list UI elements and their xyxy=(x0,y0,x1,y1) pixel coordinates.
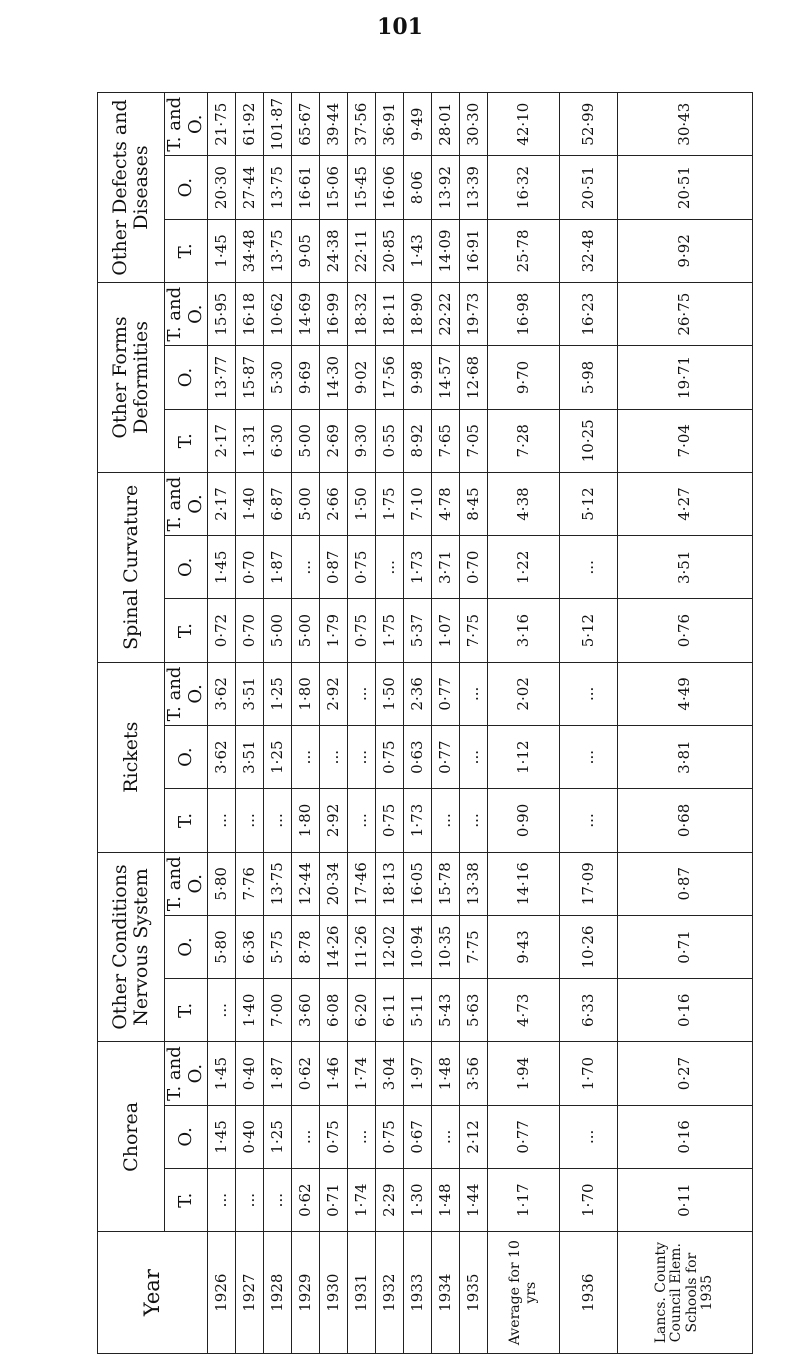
year-header: Year xyxy=(98,1232,208,1354)
group-header: Other Conditions Nervous System xyxy=(98,852,165,1042)
table-cell: 5·00 xyxy=(292,409,320,472)
row-label: Lancs. County Council Elem. Schools for 1935 xyxy=(617,1232,752,1354)
table-cell: 0·76 xyxy=(617,599,752,662)
table-cell: 0·77 xyxy=(432,662,460,725)
table-cell: 19·71 xyxy=(617,346,752,409)
sub-header: T. xyxy=(165,789,208,852)
table-cell: 1·45 xyxy=(208,1042,236,1105)
sub-header: O. xyxy=(165,1105,208,1168)
table-cell: 5·00 xyxy=(292,599,320,662)
table-cell: 1·12 xyxy=(488,726,560,789)
table-cell: 1·75 xyxy=(376,599,404,662)
table-cell: 1·46 xyxy=(320,1042,348,1105)
table-cell: 0·11 xyxy=(617,1169,752,1232)
sub-header-row xyxy=(165,93,208,1354)
table-cell: 28·01 xyxy=(432,93,460,156)
table-cell: 2·17 xyxy=(208,472,236,535)
table-cell: 16·99 xyxy=(320,283,348,346)
table-cell: 18·32 xyxy=(348,283,376,346)
table-cell: 2·02 xyxy=(488,662,560,725)
table-cell: 8·06 xyxy=(404,156,432,219)
table-row xyxy=(432,93,460,1354)
row-label: 1927 xyxy=(236,1232,264,1354)
table-cell: 6·11 xyxy=(376,979,404,1042)
table-cell: ... xyxy=(208,979,236,1042)
table-cell: 10·62 xyxy=(264,283,292,346)
table-cell: 0·40 xyxy=(236,1105,264,1168)
table-cell: ... xyxy=(292,1105,320,1168)
table-cell: 1·45 xyxy=(208,536,236,599)
table-cell: 20·30 xyxy=(208,156,236,219)
table-cell: 13·38 xyxy=(460,852,488,915)
table-cell: 61·92 xyxy=(236,93,264,156)
table-cell: 19·73 xyxy=(460,283,488,346)
row-label: 1933 xyxy=(404,1232,432,1354)
table-cell: ... xyxy=(432,789,460,852)
table-row xyxy=(208,93,236,1354)
table-cell: 12·02 xyxy=(376,915,404,978)
table-cell: 0·75 xyxy=(376,789,404,852)
table-cell: 65·67 xyxy=(292,93,320,156)
table-cell: 0·90 xyxy=(488,789,560,852)
table-cell: 42·10 xyxy=(488,93,560,156)
table-cell: 14·69 xyxy=(292,283,320,346)
table-cell: 1·44 xyxy=(460,1169,488,1232)
group-header: Chorea xyxy=(98,1042,165,1232)
row-label: 1929 xyxy=(292,1232,320,1354)
table-cell: 9·92 xyxy=(617,219,752,282)
table-cell: 2·92 xyxy=(320,789,348,852)
table-cell: 1·94 xyxy=(488,1042,560,1105)
table-cell: ... xyxy=(208,789,236,852)
table-cell: 1·48 xyxy=(432,1042,460,1105)
table-cell: 16·98 xyxy=(488,283,560,346)
table-cell: 0·75 xyxy=(376,1105,404,1168)
table-cell: 30·43 xyxy=(617,93,752,156)
table-cell: ... xyxy=(348,789,376,852)
sub-header: T. and O. xyxy=(165,472,208,535)
table-cell: 16·61 xyxy=(292,156,320,219)
table-cell: 12·44 xyxy=(292,852,320,915)
table-row xyxy=(292,93,320,1354)
table-cell: 0·71 xyxy=(617,915,752,978)
table-cell: ... xyxy=(208,1169,236,1232)
table-row xyxy=(488,93,560,1354)
table-cell: 15·78 xyxy=(432,852,460,915)
table-cell: ... xyxy=(560,662,617,725)
table-cell: 0·67 xyxy=(404,1105,432,1168)
table-cell: 3·16 xyxy=(488,599,560,662)
table-cell: 2·36 xyxy=(404,662,432,725)
table-cell: 10·35 xyxy=(432,915,460,978)
table-cell: 5·11 xyxy=(404,979,432,1042)
table-cell: 0·72 xyxy=(208,599,236,662)
table-cell: 6·87 xyxy=(264,472,292,535)
row-label: 1934 xyxy=(432,1232,460,1354)
table-cell: 3·60 xyxy=(292,979,320,1042)
table-cell: 0·70 xyxy=(236,536,264,599)
table-cell: 5·30 xyxy=(264,346,292,409)
table-cell: 101·87 xyxy=(264,93,292,156)
sub-header: O. xyxy=(165,726,208,789)
table-cell: ... xyxy=(264,789,292,852)
table-cell: 1·22 xyxy=(488,536,560,599)
table-cell: 17·09 xyxy=(560,852,617,915)
table-cell: 5·12 xyxy=(560,599,617,662)
table-cell: 7·75 xyxy=(460,915,488,978)
table-cell: 1·75 xyxy=(376,472,404,535)
table-cell: 3·81 xyxy=(617,726,752,789)
table-cell: 16·05 xyxy=(404,852,432,915)
table-cell: 0·62 xyxy=(292,1169,320,1232)
table-cell: 7·04 xyxy=(617,409,752,472)
table-cell: 2·92 xyxy=(320,662,348,725)
sub-header: T. xyxy=(165,979,208,1042)
table-cell: 5·75 xyxy=(264,915,292,978)
table-cell: 14·26 xyxy=(320,915,348,978)
table-cell: 3·62 xyxy=(208,726,236,789)
table-row xyxy=(404,93,432,1354)
table-cell: 15·45 xyxy=(348,156,376,219)
table-cell: 1·70 xyxy=(560,1042,617,1105)
sub-header: O. xyxy=(165,156,208,219)
sub-header: O. xyxy=(165,346,208,409)
table-cell: 4·73 xyxy=(488,979,560,1042)
table-cell: 15·06 xyxy=(320,156,348,219)
sub-header: T. and O. xyxy=(165,93,208,156)
table-cell: 10·94 xyxy=(404,915,432,978)
table-cell: 30·30 xyxy=(460,93,488,156)
table-cell: 16·91 xyxy=(460,219,488,282)
sub-header: O. xyxy=(165,915,208,978)
table-cell: 1·48 xyxy=(432,1169,460,1232)
table-cell: 18·90 xyxy=(404,283,432,346)
table-cell: 0·70 xyxy=(236,599,264,662)
table-cell: 3·51 xyxy=(617,536,752,599)
table-cell: ... xyxy=(560,789,617,852)
table-cell: 1·74 xyxy=(348,1169,376,1232)
table-cell: 37·56 xyxy=(348,93,376,156)
table-cell: ... xyxy=(348,1105,376,1168)
table-cell: 1·80 xyxy=(292,789,320,852)
table-cell: 6·33 xyxy=(560,979,617,1042)
group-header: Other Forms Deformities xyxy=(98,283,165,473)
table-cell: 7·76 xyxy=(236,852,264,915)
table-cell: 34·48 xyxy=(236,219,264,282)
table-cell: 25·78 xyxy=(488,219,560,282)
table-cell: 1·45 xyxy=(208,1105,236,1168)
table-cell: 14·30 xyxy=(320,346,348,409)
table-cell: 0·16 xyxy=(617,979,752,1042)
table-cell: 1·30 xyxy=(404,1169,432,1232)
table-cell: 0·16 xyxy=(617,1105,752,1168)
table-cell: 10·26 xyxy=(560,915,617,978)
table-cell: 9·70 xyxy=(488,346,560,409)
table-cell: 9·69 xyxy=(292,346,320,409)
table-cell: 16·18 xyxy=(236,283,264,346)
defects-statistics-table xyxy=(97,92,753,1354)
table-cell: 9·43 xyxy=(488,915,560,978)
table-row xyxy=(376,93,404,1354)
row-label: 1932 xyxy=(376,1232,404,1354)
table-cell: 2·69 xyxy=(320,409,348,472)
sub-header: T. xyxy=(165,599,208,662)
table-cell: ... xyxy=(460,662,488,725)
table-cell: 13·75 xyxy=(264,852,292,915)
table-cell: 7·28 xyxy=(488,409,560,472)
table-cell: 14·57 xyxy=(432,346,460,409)
table-cell: 16·23 xyxy=(560,283,617,346)
table-cell: 1·73 xyxy=(404,789,432,852)
table-cell: 18·11 xyxy=(376,283,404,346)
table-cell: 6·20 xyxy=(348,979,376,1042)
group-header: Spinal Curvature xyxy=(98,472,165,662)
table-cell: 1·25 xyxy=(264,662,292,725)
table-cell: 1·40 xyxy=(236,979,264,1042)
table-cell: ... xyxy=(560,536,617,599)
table-cell: 0·70 xyxy=(460,536,488,599)
table-row xyxy=(560,93,617,1354)
table-cell: 16·06 xyxy=(376,156,404,219)
table-cell: ... xyxy=(348,726,376,789)
table-cell: ... xyxy=(460,726,488,789)
table-cell: 21·75 xyxy=(208,93,236,156)
table-cell: 7·10 xyxy=(404,472,432,535)
table-cell: 9·98 xyxy=(404,346,432,409)
table-cell: 52·99 xyxy=(560,93,617,156)
table-cell: 0·40 xyxy=(236,1042,264,1105)
table-cell: 7·75 xyxy=(460,599,488,662)
row-label: Average for 10 yrs xyxy=(488,1232,560,1354)
table-cell: 26·75 xyxy=(617,283,752,346)
row-label: 1936 xyxy=(560,1232,617,1354)
table-cell: 7·05 xyxy=(460,409,488,472)
group-header-row xyxy=(98,93,165,1354)
table-cell: ... xyxy=(432,1105,460,1168)
table-cell: 8·45 xyxy=(460,472,488,535)
table-cell: 7·65 xyxy=(432,409,460,472)
table-cell: 1·50 xyxy=(376,662,404,725)
table-cell: 20·51 xyxy=(560,156,617,219)
table-cell: 0·75 xyxy=(348,599,376,662)
table-cell: 1·43 xyxy=(404,219,432,282)
table-cell: 39·44 xyxy=(320,93,348,156)
table-cell: 5·80 xyxy=(208,915,236,978)
table-cell: 0·71 xyxy=(320,1169,348,1232)
table-cell: 0·62 xyxy=(292,1042,320,1105)
table-row xyxy=(460,93,488,1354)
table-cell: 0·77 xyxy=(432,726,460,789)
table-cell: ... xyxy=(264,1169,292,1232)
sub-header: T. xyxy=(165,219,208,282)
table-cell: 4·38 xyxy=(488,472,560,535)
table-cell: 4·78 xyxy=(432,472,460,535)
table-cell: ... xyxy=(320,726,348,789)
table-cell: 5·43 xyxy=(432,979,460,1042)
table-cell: 1·87 xyxy=(264,536,292,599)
sub-header: T. and O. xyxy=(165,1042,208,1105)
table-cell: 1·31 xyxy=(236,409,264,472)
table-cell: 22·22 xyxy=(432,283,460,346)
table-cell: 15·87 xyxy=(236,346,264,409)
table-cell: 4·27 xyxy=(617,472,752,535)
table-cell: 1·70 xyxy=(560,1169,617,1232)
table-row xyxy=(348,93,376,1354)
table-cell: ... xyxy=(236,789,264,852)
table-cell: 1·25 xyxy=(264,726,292,789)
table-cell: 1·80 xyxy=(292,662,320,725)
table-cell: 1·40 xyxy=(236,472,264,535)
table-row xyxy=(617,93,752,1354)
table-cell: ... xyxy=(560,1105,617,1168)
table-cell: 5·98 xyxy=(560,346,617,409)
table-cell: 9·30 xyxy=(348,409,376,472)
table-cell: 13·92 xyxy=(432,156,460,219)
sub-header: O. xyxy=(165,536,208,599)
table-cell: 13·77 xyxy=(208,346,236,409)
table-cell: 0·27 xyxy=(617,1042,752,1105)
table-cell: 20·85 xyxy=(376,219,404,282)
table-cell: 6·30 xyxy=(264,409,292,472)
table-cell: 13·39 xyxy=(460,156,488,219)
table-cell: 2·66 xyxy=(320,472,348,535)
table-cell: 17·56 xyxy=(376,346,404,409)
table-cell: 10·25 xyxy=(560,409,617,472)
table-cell: 32·48 xyxy=(560,219,617,282)
row-label: 1928 xyxy=(264,1232,292,1354)
table-cell: 1·74 xyxy=(348,1042,376,1105)
table-cell: ... xyxy=(460,789,488,852)
table-cell: 2·17 xyxy=(208,409,236,472)
table-cell: 5·00 xyxy=(264,599,292,662)
table-cell: 1·07 xyxy=(432,599,460,662)
rotated-table-container xyxy=(97,92,753,1354)
sub-header: T. xyxy=(165,1169,208,1232)
sub-header: T. and O. xyxy=(165,662,208,725)
table-cell: 6·36 xyxy=(236,915,264,978)
group-header: Rickets xyxy=(98,662,165,852)
sub-header: T. and O. xyxy=(165,283,208,346)
table-cell: 11·26 xyxy=(348,915,376,978)
table-cell: ... xyxy=(560,726,617,789)
table-cell: 0·75 xyxy=(376,726,404,789)
table-cell: 9·49 xyxy=(404,93,432,156)
row-label: 1935 xyxy=(460,1232,488,1354)
table-cell: ... xyxy=(348,662,376,725)
table-cell: 0·63 xyxy=(404,726,432,789)
table-cell: 3·04 xyxy=(376,1042,404,1105)
table-cell: 20·51 xyxy=(617,156,752,219)
table-cell: 1·45 xyxy=(208,219,236,282)
table-cell: 3·51 xyxy=(236,662,264,725)
table-cell: 3·56 xyxy=(460,1042,488,1105)
table-cell: 1·50 xyxy=(348,472,376,535)
row-label: 1926 xyxy=(208,1232,236,1354)
sub-header: T. and O. xyxy=(165,852,208,915)
table-cell: ... xyxy=(376,536,404,599)
table-cell: 2·29 xyxy=(376,1169,404,1232)
table-cell: 3·62 xyxy=(208,662,236,725)
table-cell: 13·75 xyxy=(264,156,292,219)
table-row xyxy=(236,93,264,1354)
table-cell: 36·91 xyxy=(376,93,404,156)
table-cell: 2·12 xyxy=(460,1105,488,1168)
table-row xyxy=(264,93,292,1354)
page-number: 101 xyxy=(377,14,423,40)
table-row xyxy=(320,93,348,1354)
table-cell: 0·68 xyxy=(617,789,752,852)
table-cell: 5·63 xyxy=(460,979,488,1042)
table-cell: 9·05 xyxy=(292,219,320,282)
table-cell: 5·00 xyxy=(292,472,320,535)
table-cell: 0·55 xyxy=(376,409,404,472)
table-cell: 15·95 xyxy=(208,283,236,346)
table-cell: ... xyxy=(292,536,320,599)
table-cell: 17·46 xyxy=(348,852,376,915)
rotated-table xyxy=(97,92,753,1354)
sub-header: T. xyxy=(165,409,208,472)
table-cell: 5·12 xyxy=(560,472,617,535)
table-cell: 0·77 xyxy=(488,1105,560,1168)
table-cell: 5·37 xyxy=(404,599,432,662)
table-cell: 20·34 xyxy=(320,852,348,915)
table-cell: 5·80 xyxy=(208,852,236,915)
table-cell: 1·17 xyxy=(488,1169,560,1232)
table-cell: 7·00 xyxy=(264,979,292,1042)
table-cell: 0·87 xyxy=(617,852,752,915)
table-cell: ... xyxy=(236,1169,264,1232)
table-cell: 14·09 xyxy=(432,219,460,282)
table-cell: 3·71 xyxy=(432,536,460,599)
table-cell: 4·49 xyxy=(617,662,752,725)
table-cell: 1·97 xyxy=(404,1042,432,1105)
table-cell: ... xyxy=(292,726,320,789)
table-cell: 8·92 xyxy=(404,409,432,472)
table-cell: 13·75 xyxy=(264,219,292,282)
table-cell: 3·51 xyxy=(236,726,264,789)
table-cell: 0·75 xyxy=(348,536,376,599)
table-cell: 0·87 xyxy=(320,536,348,599)
group-header: Other Defects and Diseases xyxy=(98,93,165,283)
table-cell: 1·79 xyxy=(320,599,348,662)
table-cell: 14·16 xyxy=(488,852,560,915)
table-cell: 6·08 xyxy=(320,979,348,1042)
table-cell: 22·11 xyxy=(348,219,376,282)
row-label: 1930 xyxy=(320,1232,348,1354)
table-cell: 27·44 xyxy=(236,156,264,219)
table-cell: 0·75 xyxy=(320,1105,348,1168)
table-cell: 24·38 xyxy=(320,219,348,282)
table-cell: 1·87 xyxy=(264,1042,292,1105)
row-label: 1931 xyxy=(348,1232,376,1354)
table-cell: 16·32 xyxy=(488,156,560,219)
table-cell: 8·78 xyxy=(292,915,320,978)
table-cell: 1·25 xyxy=(264,1105,292,1168)
table-cell: 9·02 xyxy=(348,346,376,409)
table-cell: 1·73 xyxy=(404,536,432,599)
table-cell: 18·13 xyxy=(376,852,404,915)
table-cell: 12·68 xyxy=(460,346,488,409)
